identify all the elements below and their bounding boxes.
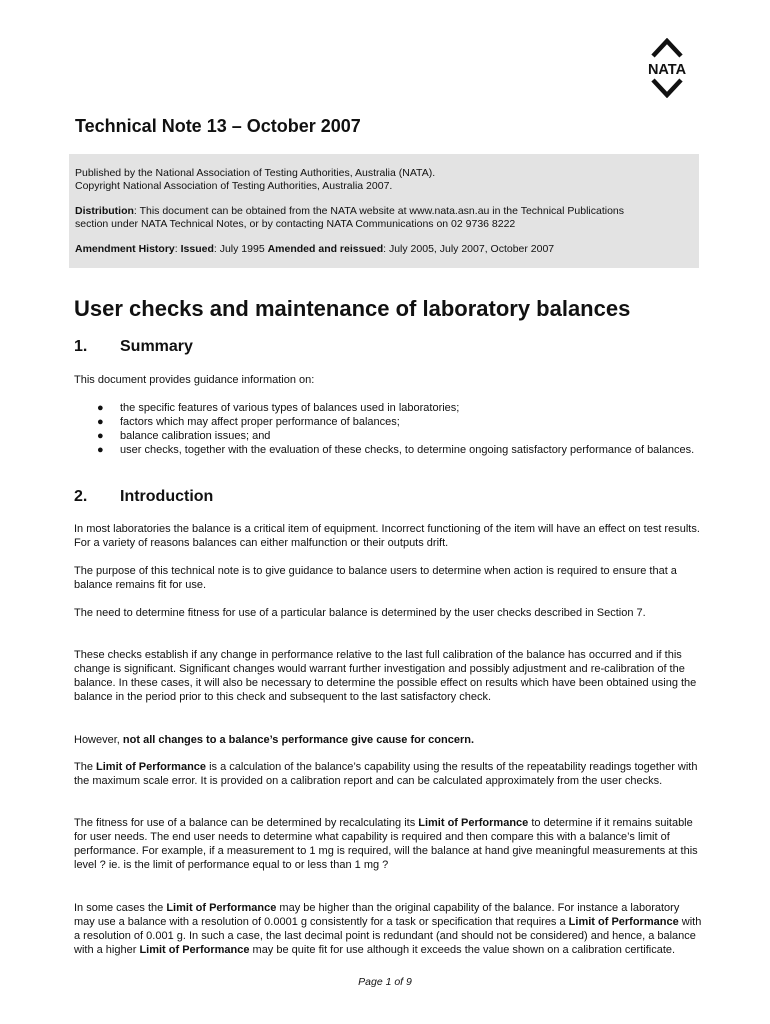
section-1-title: Summary [120, 338, 193, 355]
distribution-label: Distribution [75, 205, 134, 217]
distribution-text-1: : This document can be obtained from the NATA website at www.nata.asn.au in the Technical Publications [133, 205, 625, 217]
section-2-title: Introduction [120, 488, 214, 505]
list-item: ● factors which may affect proper performance of balances; [97, 416, 400, 428]
intro-paragraph-3: The need to determine fitness for use of a particular balance is determined by the user checks described in Section 7. [74, 607, 646, 619]
list-item: ● balance calibration issues; and [97, 430, 271, 442]
list-item: ● user checks, together with the evaluation of these checks, to determine ongoing satisfactory performance of balances. [97, 444, 695, 456]
reissued-label: Amended and reissued [267, 243, 384, 255]
distribution-text-2: section under NATA Technical Notes, or by contacting NATA Communications on 02 9736 8222 [75, 218, 516, 230]
intro-paragraph-6: The Limit of Performance is a calculation of the balance’s capability using the results of the repeatability readings together with the maximum scale error. It is provided on a calibration report and can be calculated approximately from the user checks. [74, 761, 698, 787]
nata-logo [640, 38, 694, 98]
distribution [75, 205, 693, 231]
amendment-label: Amendment History [75, 243, 175, 255]
intro-paragraph-1: In most laboratories the balance is a critical item of equipment. Incorrect functioning of the item will have an effect on test results. For a variety of reasons balances can either malfunction or their outputs drift. [74, 523, 700, 549]
emphasis-text: not all changes to a balance’s performance give cause for concern. [122, 734, 475, 746]
document-title: User checks and maintenance of laboratory balances [74, 296, 631, 321]
amendment-history: Amendment History: Issued: July 1995 Amended and reissued: July 2005, July 2007, October 2007 [75, 243, 555, 255]
section-2-number: 2. [74, 488, 88, 505]
reissued-value: : July 2005, July 2007, October 2007 [383, 243, 555, 255]
summary-list [74, 401, 702, 457]
nata-logo-icon [640, 38, 694, 98]
page-number: Page 1 of 9 [358, 976, 412, 988]
copyright: Copyright National Association of Testing Authorities, Australia 2007. [75, 180, 393, 192]
section-1-number: 1. [74, 338, 88, 355]
intro-paragraph-7: The fitness for use of a balance can be determined by recalculating its Limit of Performance to determine if it remains suitable for user needs. The end user needs to determine what capability is required and then compare this with a balance’s limit of performance. For example, if a measurement to 1 mg is required, will the balance at hand give meaningful measurements at this level ? ie. is the limit of performance equal to or less than 1 mg ? [74, 817, 698, 871]
intro-paragraph-2: The purpose of this technical note is to give guidance to balance users to determine when action is required to ensure that a balance remains fit for use. [74, 565, 677, 591]
list-item: ● the specific features of various types of balances used in laboratories; [97, 402, 460, 414]
intro-paragraph-8: In some cases the Limit of Performance may be higher than the original capability of the balance. For instance a laboratory may use a balance with a resolution of 0.0001 g consistently for a task or specification that requires a Limit of Performance with a resolution of 0.001 g. In such a case, the last decimal point is redundant (and should not be considered) and hence, a balance with a higher Limit of Performance may be quite fit for use although it exceeds the value shown on a calibration certificate. [74, 902, 702, 956]
intro-paragraph-5: However, not all changes to a balance’s performance give cause for concern. [74, 734, 475, 746]
logo-text: NATA [647, 62, 687, 78]
intro-paragraph-4: These checks establish if any change in performance relative to the last full calibration of the balance has occurred and if this change is significant. Significant changes would warrant further investigation and possibly adjustment and re-calibration of the balance. In these cases, it will also be necessary to determine the possible effect on results which have been obtained using the balance in the period prior to this check and subsequent to the last satisfactory check. [74, 649, 697, 703]
issued-value: : July 1995 [213, 243, 265, 255]
section-2-heading [74, 488, 213, 506]
technical-note-title: Technical Note 13 – October 2007 [75, 116, 361, 136]
published-by: Published by the National Association of Testing Authorities, Australia (NATA). [75, 167, 436, 179]
issued-label: Issued [180, 243, 214, 255]
publication-info-box [69, 154, 699, 268]
section-1-heading [74, 338, 193, 356]
summary-intro: This document provides guidance information on: [74, 374, 315, 386]
